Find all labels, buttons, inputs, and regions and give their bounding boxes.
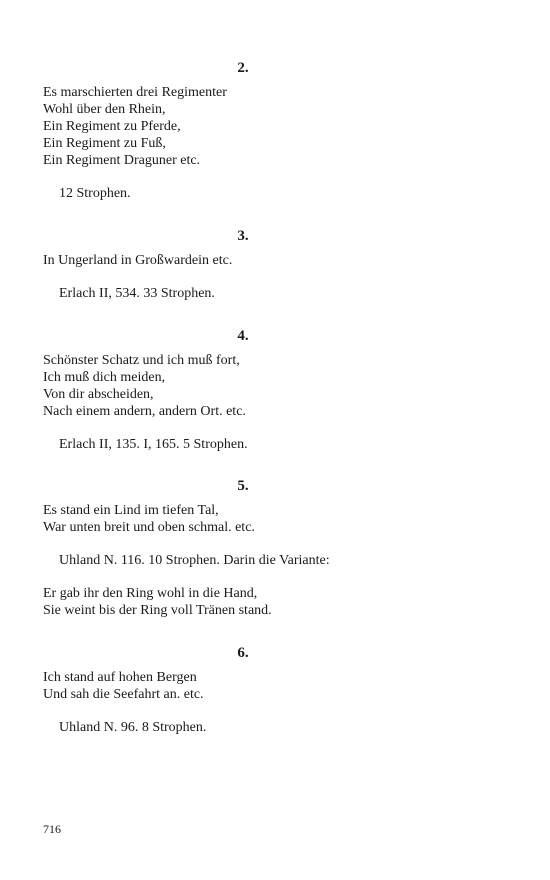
verse-line: Es marschierten drei Regimenter [43,85,227,100]
verse [43,352,443,420]
verse-line: Ein Regiment zu Fuß, [43,136,166,151]
page-number: 716 [43,822,61,836]
section-number: 2. [237,60,249,76]
section-number: 3. [237,228,249,244]
verse [43,252,443,269]
verse [43,669,443,703]
verse-line: Und sah die Seefahrt an. etc. [43,687,204,702]
section-4 [43,326,443,453]
source-note: Erlach II, 135. I, 165. 5 Strophen. [59,437,248,452]
source-note: Erlach II, 534. 33 Strophen. [59,286,215,301]
verse-line: Nach einem andern, andern Ort. etc. [43,404,246,419]
source-note: 12 Strophen. [59,186,131,201]
section-number: 6. [237,645,249,661]
verse [43,84,443,169]
page-body [43,58,443,736]
section-5 [43,476,443,619]
section-2 [43,58,443,202]
section-3 [43,226,443,302]
verse-line: Ein Regiment zu Pferde, [43,119,181,134]
verse-line: Es stand ein Lind im tiefen Tal, [43,503,219,518]
verse [43,502,443,536]
source-note: Uhland N. 116. 10 Strophen. Darin die Variante: [59,553,330,568]
verse-line: Ein Regiment Draguner etc. [43,153,201,168]
verse-line: Ich stand auf hohen Bergen [43,670,197,685]
section-number: 5. [237,478,249,494]
verse-line: In Ungerland in Großwardein etc. [43,253,233,268]
verse-line: Ich muß dich meiden, [43,370,166,385]
source-note: Uhland N. 96. 8 Strophen. [59,720,207,735]
section-6 [43,643,443,736]
verse-line: War unten breit und oben schmal. etc. [43,520,255,535]
verse-line: Schönster Schatz und ich muß fort, [43,353,240,368]
variant-line: Sie weint bis der Ring voll Tränen stand. [43,603,272,618]
variant-verse [43,585,443,619]
variant-line: Er gab ihr den Ring wohl in die Hand, [43,586,258,601]
verse-line: Wohl über den Rhein, [43,102,166,117]
verse-line: Von dir abscheiden, [43,387,154,402]
section-number: 4. [237,328,249,344]
